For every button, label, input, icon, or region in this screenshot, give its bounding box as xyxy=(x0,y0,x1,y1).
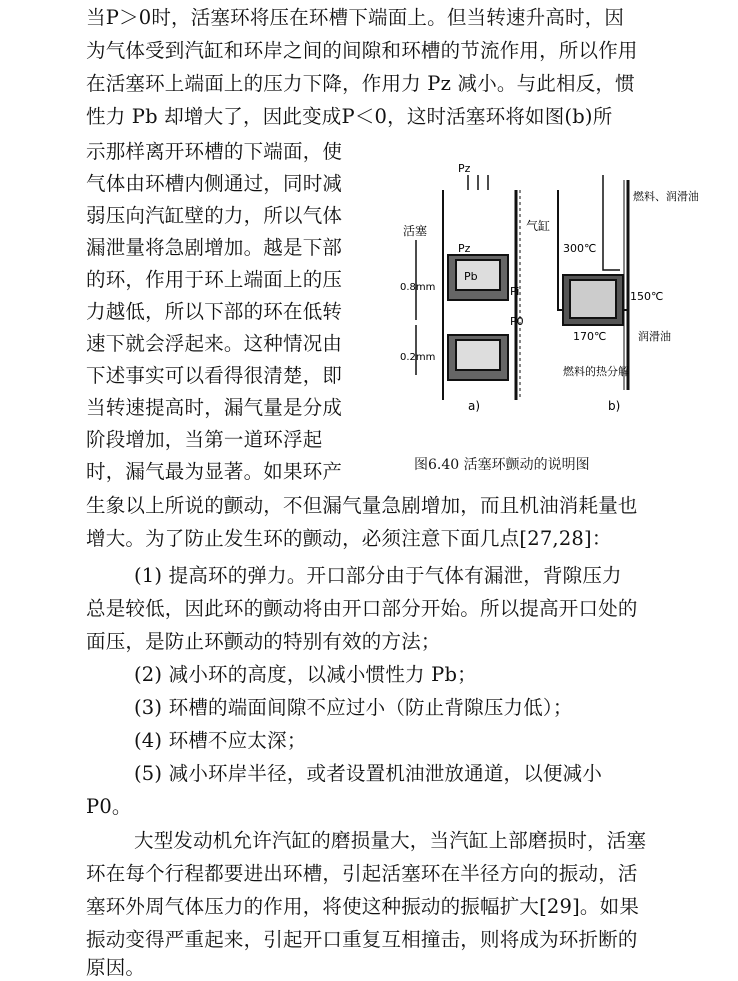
label-lube: 润滑油 xyxy=(638,330,671,343)
text-line: 环在每个行程都要进出环槽，引起活塞环在半径方向的振动，活 xyxy=(86,862,638,885)
text-line: 当转速提高时，漏气量是分成 xyxy=(86,396,343,419)
text-line: 当P＞0时，活塞环将压在环槽下端面上。但当转速升高时，因 xyxy=(86,6,625,29)
list-item: (3) 环槽的端面间隙不应过小（防止背隙压力低）； xyxy=(134,696,573,719)
text-line: 原因。 xyxy=(86,956,146,979)
label-fuel-lube: 燃料、润滑油 xyxy=(633,190,698,203)
text-line: 面压，是防止环颤动的特别有效的方法； xyxy=(86,630,441,653)
text-line: 时，漏气最为显著。如果环产 xyxy=(86,460,343,483)
text-line: 弱压向汽缸壁的力，所以气体 xyxy=(86,204,343,227)
text-line: 振动变得严重起来，引起开口重复互相撞击，则将成为环折断的 xyxy=(86,928,638,951)
label-sub-a: a) xyxy=(468,399,481,413)
list-item: (1) 提高环的弹力。开口部分由于气体有漏泄，背隙压力 xyxy=(134,564,622,587)
text-line: 大型发动机允许汽缸的磨损量大，当汽缸上部磨损时，活塞 xyxy=(134,829,647,852)
label-dim2: 0.2mm xyxy=(400,352,436,363)
text-line: 示那样离开环槽的下端面，使 xyxy=(86,140,343,163)
text-line: 生象以上所说的颤动，不但漏气量急剧增加，而且机油消耗量也 xyxy=(86,494,638,517)
text-line: 为气体受到汽缸和环岸之间的间隙和环槽的节流作用，所以作用 xyxy=(86,39,638,62)
label-piston: 活塞 xyxy=(403,224,428,238)
label-pz: Pz xyxy=(458,242,471,255)
text-line: 增大。为了防止发生环的颤动，必须注意下面几点[27,28]： xyxy=(86,527,612,550)
figure-6-40 xyxy=(398,160,698,480)
label-170c: 170℃ xyxy=(573,330,607,343)
list-item: (4) 环槽不应太深； xyxy=(134,729,307,752)
label-p0: P0 xyxy=(510,315,524,328)
label-cylinder: 气缸 xyxy=(526,219,551,233)
text-line: 性力 Pb 却增大了，因此变成P＜0，这时活塞环将如图(b)所 xyxy=(86,105,613,128)
piston-ring-diagram xyxy=(398,160,698,460)
text-line: 的环，作用于环上端面上的压 xyxy=(86,268,343,291)
text-line: 下述事实可以看得很清楚，即 xyxy=(86,364,343,387)
text-line: 总是较低，因此环的颤动将由开口部分开始。所以提高开口处的 xyxy=(86,597,638,620)
text-line: P0。 xyxy=(86,795,132,818)
text-line: 漏泄量将急剧增加。越是下部 xyxy=(86,236,343,259)
text-line: 气体由环槽内侧通过，同时减 xyxy=(86,172,343,195)
figure-caption: 图6.40 活塞环颤动的说明图 xyxy=(414,457,590,473)
text-line: 速下就会浮起来。这种情况由 xyxy=(86,332,343,355)
label-dim1: 0.8mm xyxy=(400,282,436,293)
label-300c: 300℃ xyxy=(563,242,597,255)
text-line: 阶段增加，当第一道环浮起 xyxy=(86,428,323,451)
list-item: (5) 减小环岸半径，或者设置机油泄放通道，以便减小 xyxy=(134,762,603,785)
text-line: 在活塞环上端面上的压力下降，作用力 Pz 减小。与此相反，惯 xyxy=(86,72,635,95)
label-pb: Pb xyxy=(464,270,478,283)
label-decomp: 燃料的热分解 xyxy=(563,365,629,378)
text-line: 塞环外周气体压力的作用，将使这种振动的振幅扩大[29]。如果 xyxy=(86,895,640,918)
label-pz-top: Pz xyxy=(458,162,471,175)
label-150c: 150℃ xyxy=(630,290,664,303)
list-item: (2) 减小环的高度，以减小惯性力 Pb； xyxy=(134,663,477,686)
text-line: 力越低，所以下部的环在低转 xyxy=(86,300,343,323)
label-pi: Pi xyxy=(510,285,520,298)
diagram-b xyxy=(558,175,628,390)
label-sub-b: b) xyxy=(608,399,621,413)
